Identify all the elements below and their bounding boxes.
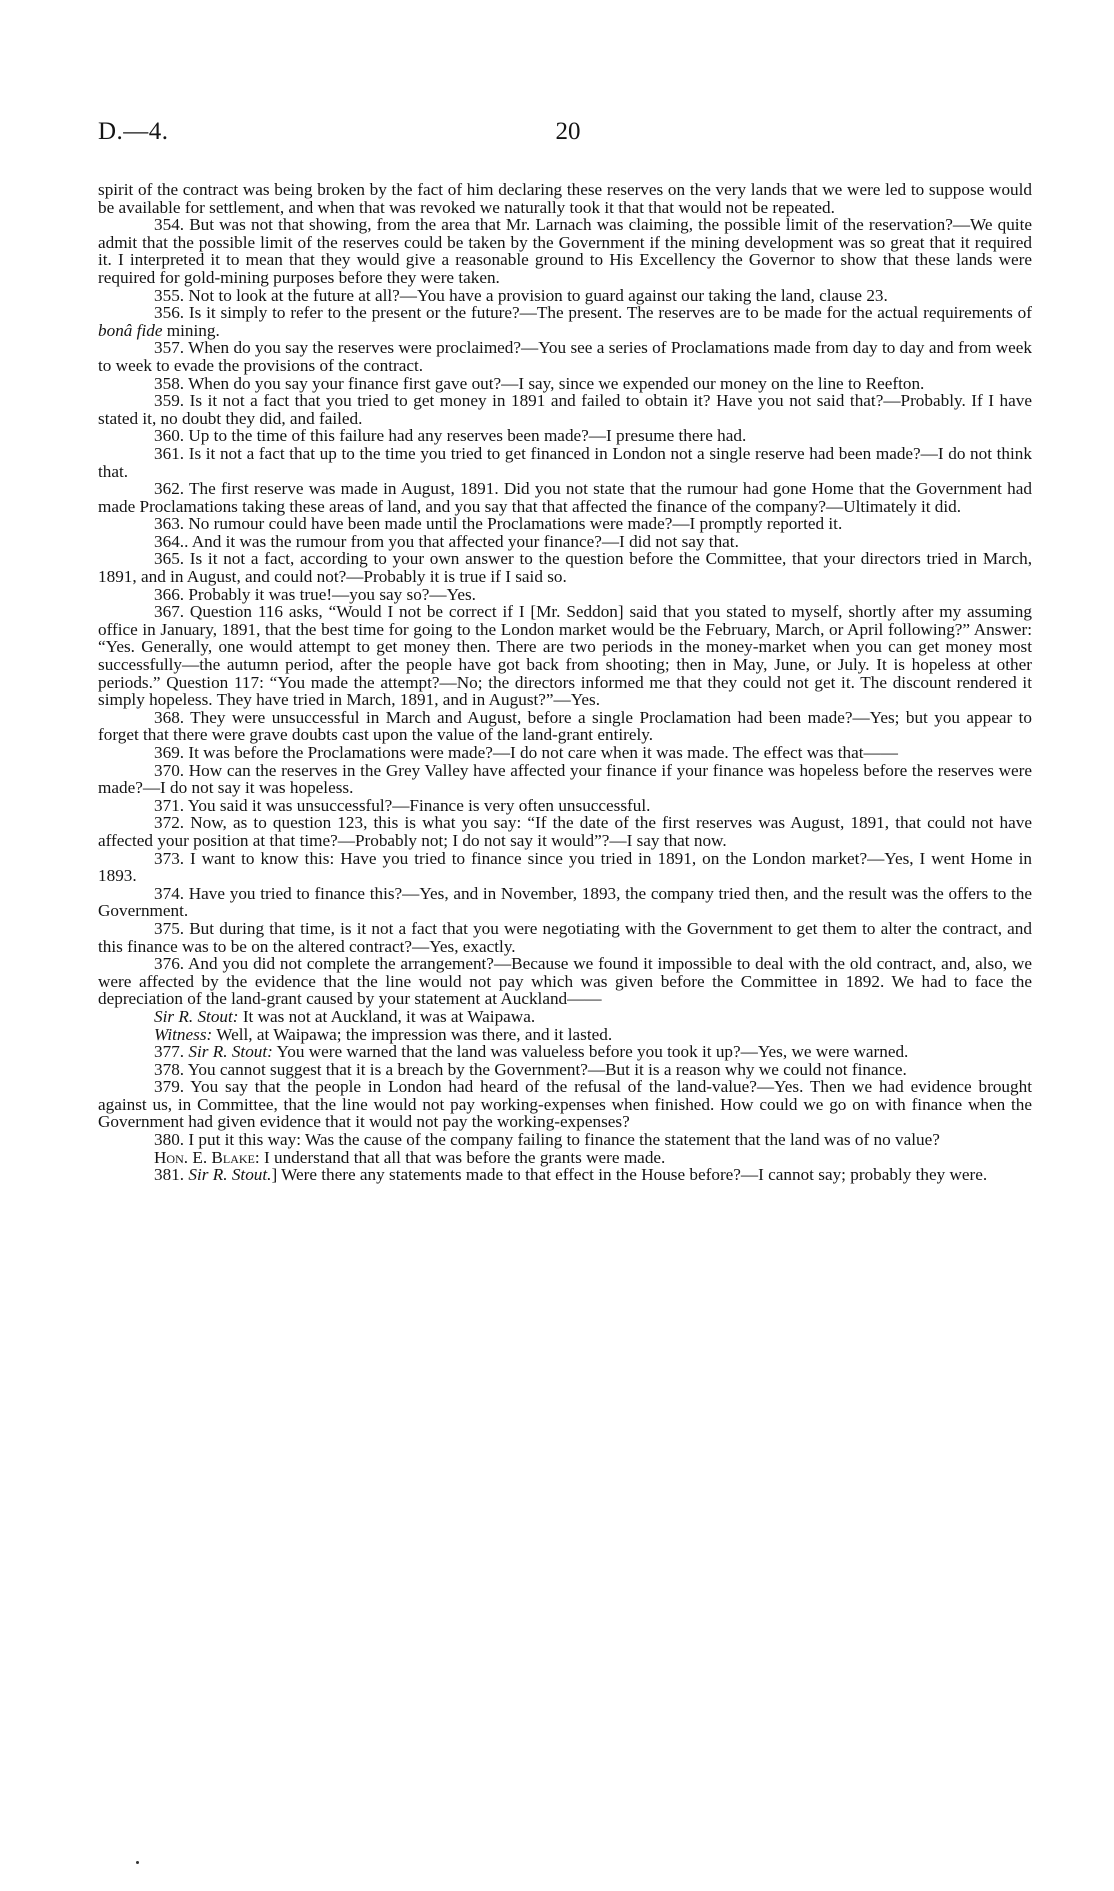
paragraph: 376. And you did not complete the arrangement?—Because we found it impossible to deal with the old contract, and, also, we were affected by the evidence that the line would not pay which was given before the Committee in 1892. We had to face the depreciation of the land-grant caused by your statement at Auckland—— (98, 954, 1032, 1009)
paragraph: 358. When do you say your finance first gave out?—I say, since we expended our money on the line to Reefton. (154, 373, 925, 393)
text-run: Well, at Waipawa; the impression was there, and it lasted. (212, 1024, 613, 1044)
paragraph: 363. No rumour could have been made until the Proclamations were made?—I promptly reported it. (154, 514, 843, 534)
paragraph: 361. Is it not a fact that up to the time you tried to get financed in London not a single reserve had been made?—I do not think that. (98, 443, 1032, 481)
page-speck (136, 1861, 139, 1864)
paragraph (98, 1149, 1032, 1167)
paragraph: 379. You say that the people in London had heard of the refusal of the land-value?—Yes. Then we had evidence brought against us, in Committee, that the line would not pay working-expenses when finished. How could we go on with finance when the Government had given evidence that it would not pay the working-expenses? (98, 1077, 1032, 1132)
paragraph: 366. Probably it was true!—you say so?—Yes. (154, 584, 476, 604)
text-run: 381. (154, 1165, 189, 1185)
paragraph: 360. Up to the time of this failure had any reserves been made?—I presume there had. (154, 426, 747, 446)
paragraph (98, 1008, 1032, 1026)
text-run: It was not at Auckland, it was at Waipawa. (238, 1006, 536, 1026)
paragraph: 375. But during that time, is it not a fact that you were negotiating with the Government to get them to alter the contract, and this finance was to be on the altered contract?—Yes, exactly. (98, 918, 1032, 956)
paragraph: 373. I want to know this: Have you tried to finance since you tried in 1891, on the London market?—Yes, I went Home in 1893. (98, 848, 1032, 886)
text-run: ] Were there any statements made to that effect in the House before?—I cannot say; probably they were. (271, 1165, 988, 1185)
paragraph: 365. Is it not a fact, according to your own answer to the question before the Committee, that your directors tried in March, 1891, and in August, and could not?—Probably it is true if I said so. (98, 549, 1032, 587)
paragraph: 357. When do you say the reserves were proclaimed?—You see a series of Proclamations made from day to day and from week to week to evade the provisions of the contract. (98, 338, 1032, 375)
paragraph: 369. It was before the Proclamations were made?—I do not care when it was made. The effect was that—— (154, 743, 898, 762)
document-id: D.—4. (98, 118, 169, 145)
paragraph: 367. Question 116 asks, “Would I not be correct if I [Mr. Seddon] said that you stated to myself, shortly after my assuming office in January, 1891, that the best time for going to the London market would be the February, March, or April following?” Answer: “Yes. Generally, one would attempt to get money then. There are two periods in the money-market when you can get money most successfully—the autumn period, after the people have got back from shooting; then in May, June, or July. It is hopeless at other periods.” Question 117: “You made the attempt?—No; the directors informed me that they could not get it. The discount rendered it simply hopeless. They have tried in March, 1891, and in August?”—Yes. (98, 602, 1032, 710)
paragraph: 370. How can the reserves in the Grey Valley have affected your finance if your finance was hopeless before the reserves were made?—I do not say it was hopeless. (98, 760, 1032, 798)
text-run: 377. (154, 1042, 189, 1062)
paragraph: 359. Is it not a fact that you tried to get money in 1891 and failed to obtain it? Have you not said that?—Probably. If I have stated it, no doubt they did, and failed. (98, 391, 1032, 428)
text-run: mining. (162, 320, 220, 340)
italic-text: bonâ fide (98, 320, 163, 340)
paragraph: 368. They were unsuccessful in March and August, before a single Proclamation had been made?—Yes; but you appear to forget that there were grave doubts cast upon the value of the land-grant entirely. (98, 707, 1032, 745)
speaker-name: Sir R. Stout: (188, 1042, 273, 1062)
paragraph (98, 1166, 1032, 1184)
paragraph: 371. You said it was unsuccessful?—Finance is very often unsuccessful. (154, 795, 651, 815)
speaker-name: Hon. E. Blake: (154, 1147, 260, 1167)
page-number: 20 (555, 118, 581, 145)
paragraph: 355. Not to look at the future at all?—You have a provision to guard against our taking the land, clause 23. (154, 285, 888, 305)
speaker-name: Sir R. Stout. (188, 1165, 272, 1185)
paragraph: 380. I put it this way: Was the cause of the company failing to finance the statement that the land was of no value? (154, 1130, 940, 1150)
paragraph (98, 1043, 1032, 1061)
speaker-name: Witness: (154, 1024, 213, 1044)
text-run: You were warned that the land was valueless before you took it up?—Yes, we were warned. (272, 1042, 909, 1062)
paragraph: spirit of the contract was being broken by the fact of him declaring these reserves on the very lands that we were led to suppose would be available for settlement, and when that was revoked we naturally took it that that would not be repeated. (98, 180, 1032, 217)
paragraph: 362. The first reserve was made in August, 1891. Did you not state that the rumour had gone Home that the Government had made Proclamations taking these areas of land, and you say that that affected the finance of the company?—Ultimately it did. (98, 479, 1032, 516)
paragraph: 378. You cannot suggest that it is a breach by the Government?—But it is a reason why we could not finance. (154, 1059, 907, 1079)
paragraph (98, 304, 1032, 339)
paragraph: 364.. And it was the rumour from you that affected your finance?—I did not say that. (154, 531, 739, 551)
paragraph: 372. Now, as to question 123, this is what you say: “If the date of the first reserves was August, 1891, that could not have affected your position at that time?—Probably not; I do not say it would”?—I say that now. (98, 813, 1032, 850)
text-run: 356. Is it simply to refer to the present or the future?—The present. The reserves are to be made for the actual requirements of (154, 303, 1032, 323)
speaker-name: Sir R. Stout: (154, 1006, 239, 1026)
paragraph: 354. But was not that showing, from the area that Mr. Larnach was claiming, the possible limit of the reservation?—We quite admit that the possible limit of the reserves could be taken by the Government if the mining development was so great that it required it. I interpreted it to mean that they would give a reasonable ground to His Excellency the Governor to show that these lands were required for gold-mining purposes before they were taken. (98, 215, 1032, 287)
paragraph (98, 1026, 1032, 1044)
paragraph: 374. Have you tried to finance this?—Yes, and in November, 1893, the company tried then, and the result was the offers to the Government. (98, 883, 1032, 921)
page-header (98, 118, 1038, 148)
body-text (98, 181, 1032, 1184)
text-run: I understand that all that was before the grants were made. (259, 1147, 666, 1167)
